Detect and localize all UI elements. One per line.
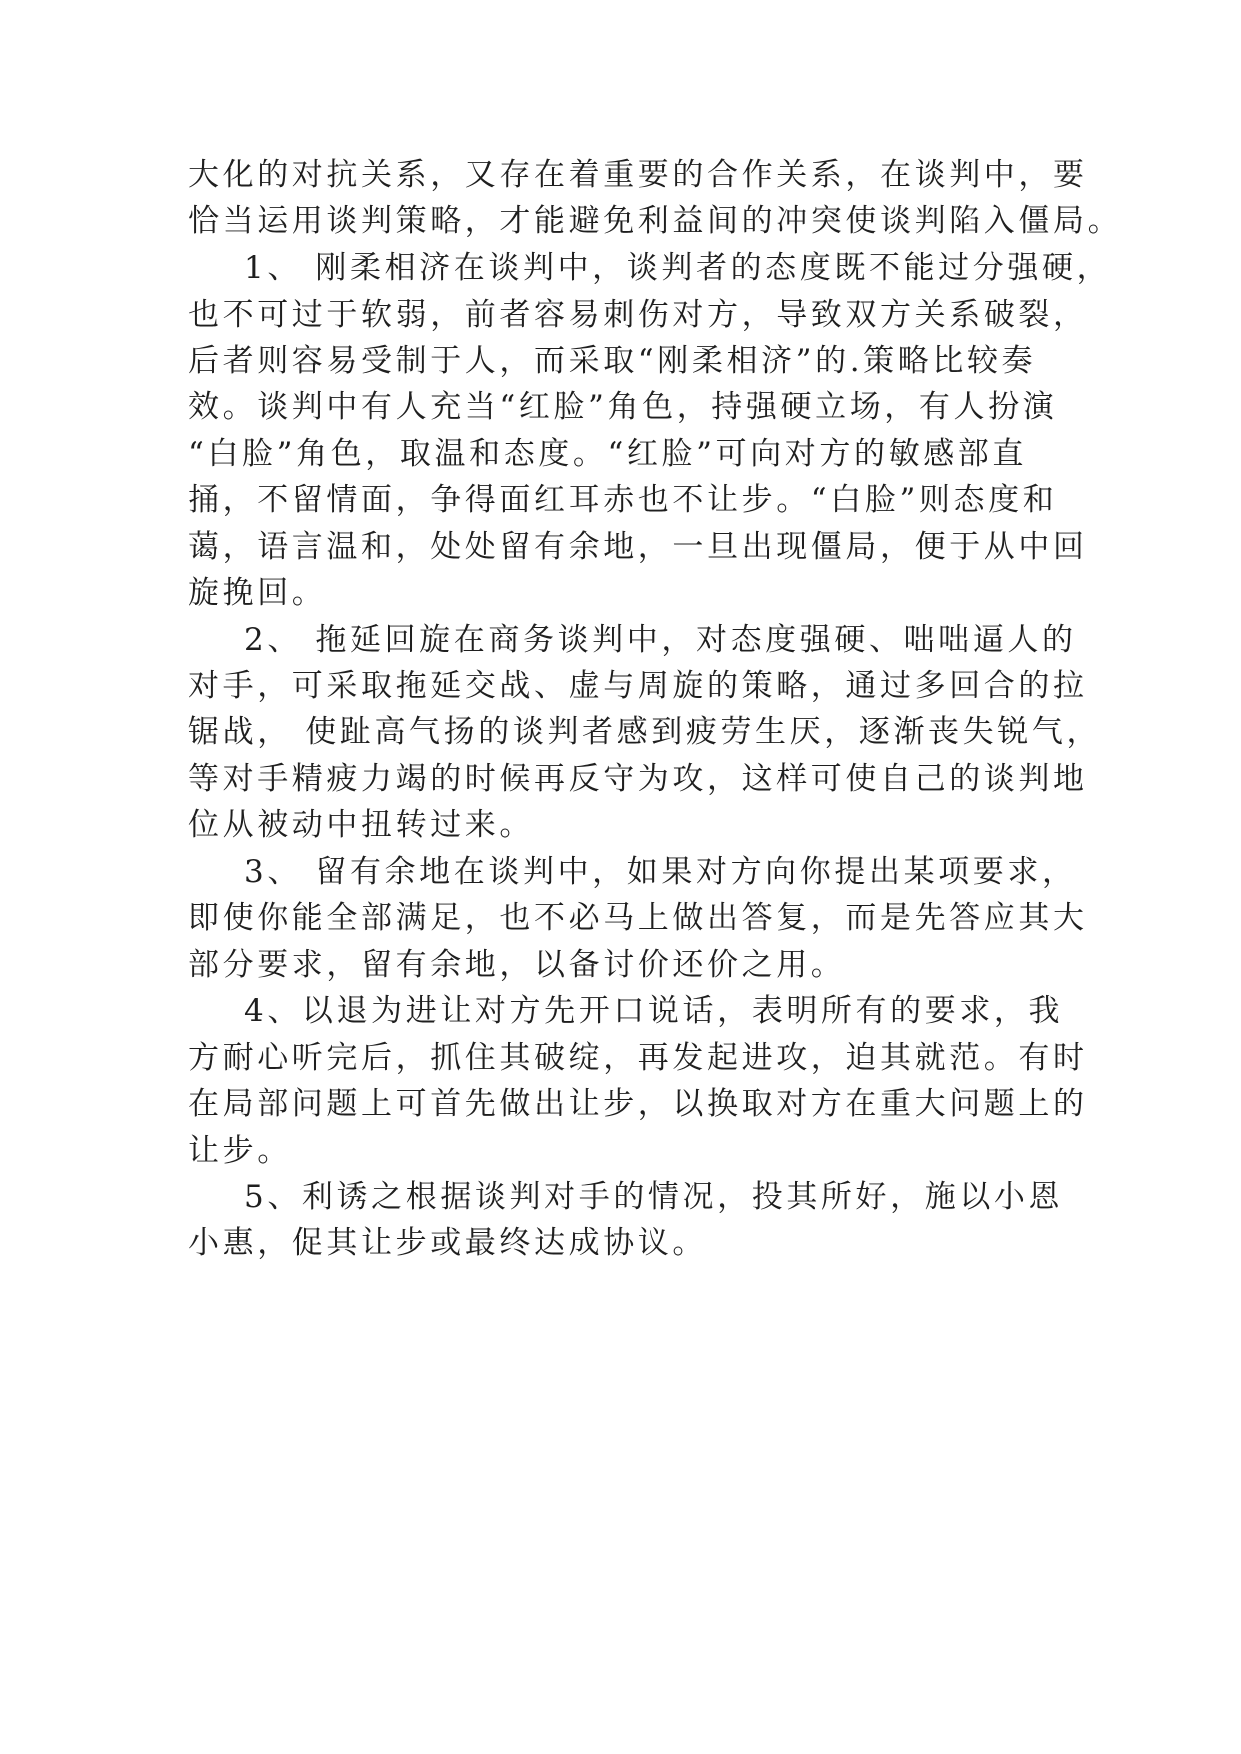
paragraph-5-heading-line: 5、利诱之根据谈判对手的情况，投其所好，施以小恩 bbox=[244, 1179, 1064, 1215]
text-line: 蔼，语言温和，处处留有余地，一旦出现僵局，便于从中回 bbox=[188, 529, 1088, 565]
paragraph-3-heading-line: 3、 留有余地在谈判中，如果对方向你提出某项要求， bbox=[244, 854, 1077, 890]
text-line: 方耐心听完后，抓住其破绽，再发起进攻，迫其就范。有时 bbox=[188, 1040, 1088, 1076]
paragraph-1-heading-line: 1、 刚柔相济在谈判中，谈判者的态度既不能过分强硬， bbox=[244, 250, 1112, 286]
paragraph-2-heading-line: 2、 拖延回旋在商务谈判中，对态度强硬、咄咄逼人的 bbox=[244, 622, 1077, 658]
text-line: 即使你能全部满足，也不必马上做出答复，而是先答应其大 bbox=[188, 900, 1088, 936]
text-line: 效。谈判中有人充当“红脸”角色，持强硬立场，有人扮演 bbox=[188, 389, 1058, 425]
text-line: 在局部问题上可首先做出让步，以换取对方在重大问题上的 bbox=[188, 1086, 1088, 1122]
text-line: 等对手精疲力竭的时候再反守为攻，这样可使自己的谈判地 bbox=[188, 761, 1088, 797]
text-line: 小惠，促其让步或最终达成协议。 bbox=[188, 1225, 707, 1261]
text-line: 部分要求，留有余地，以备讨价还价之用。 bbox=[188, 947, 846, 983]
text-line: 让步。 bbox=[188, 1133, 292, 1169]
text-line: 捅，不留情面，争得面红耳赤也不让步。“白脸”则态度和 bbox=[188, 482, 1058, 518]
text-line: “白脸”角色，取温和态度。“红脸”可向对方的敏感部直 bbox=[188, 436, 1027, 472]
text-line: 锯战， 使趾高气扬的谈判者感到疲劳生厌，逐渐丧失锐气， bbox=[188, 714, 1102, 750]
text-line: 大化的对抗关系，又存在着重要的合作关系，在谈判中，要 bbox=[188, 157, 1088, 193]
paragraph-4-heading-line: 4、以退为进让对方先开口说话，表明所有的要求，我 bbox=[244, 993, 1064, 1029]
text-line: 对手，可采取拖延交战、虚与周旋的策略，通过多回合的拉 bbox=[188, 668, 1088, 704]
text-line: 后者则容易受制于人，而采取“刚柔相济”的.策略比较奏 bbox=[188, 343, 1037, 379]
text-line: 也不可过于软弱，前者容易刺伤对方，导致双方关系破裂， bbox=[188, 297, 1088, 333]
text-line: 恰当运用谈判策略，才能避免利益间的冲突使谈判陷入僵局。 bbox=[188, 203, 1123, 239]
text-line: 旋挽回。 bbox=[188, 575, 327, 611]
text-line: 位从被动中扭转过来。 bbox=[188, 807, 534, 843]
